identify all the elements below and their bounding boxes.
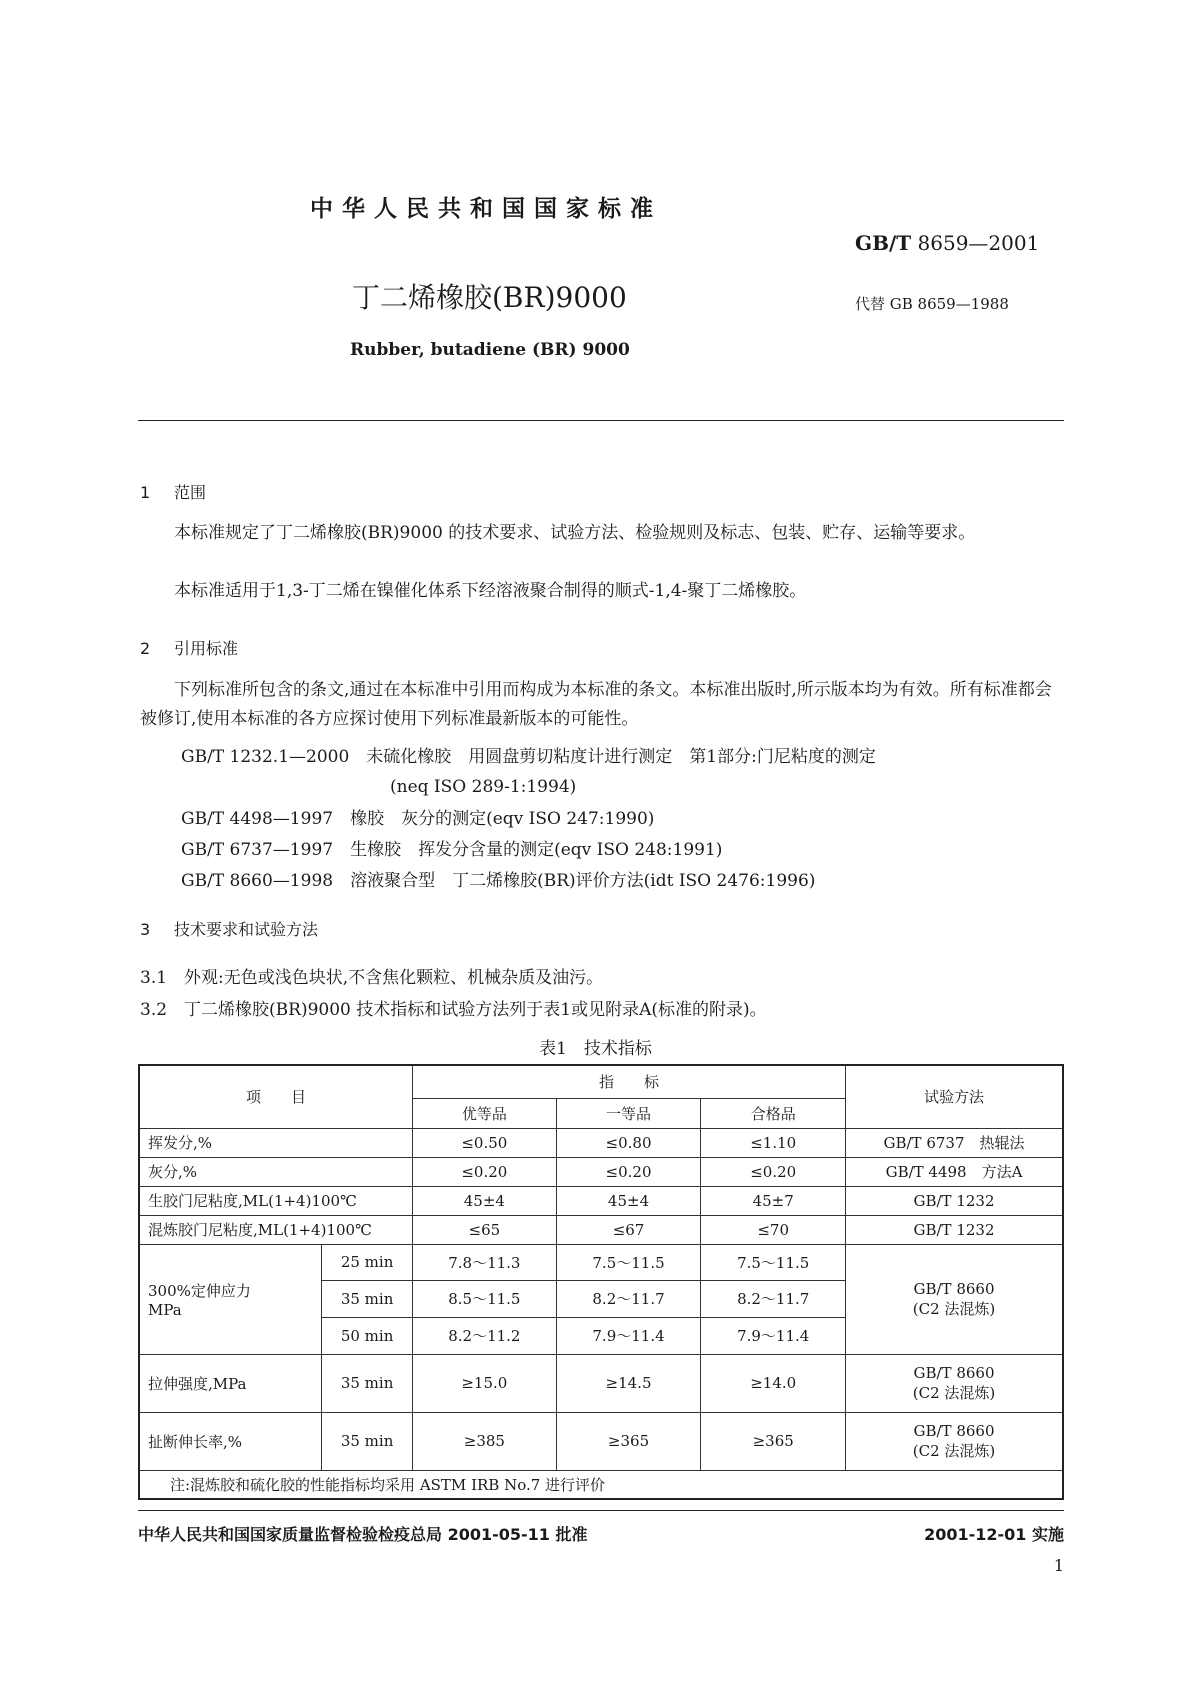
technical-specs-table <box>138 1064 1064 1500</box>
cell-value: ≤1.10 <box>701 1128 846 1157</box>
cell-value: ≥14.0 <box>701 1354 846 1412</box>
cell-method <box>846 1244 1063 1354</box>
replaces-note: 代替 GB 8659—1988 <box>855 295 1009 313</box>
cure-time: 25 min <box>322 1244 413 1280</box>
document-title: 丁二烯橡胶(BR)9000 <box>352 281 627 314</box>
header-grade: 优等品 <box>413 1098 557 1128</box>
method-line: (C2 法混炼) <box>912 1441 996 1460</box>
table-row <box>139 1354 1063 1412</box>
row-label: 扯断伸长率,% <box>139 1412 322 1470</box>
cell-value: 8.2～11.7 <box>701 1280 846 1317</box>
cell-value: 45±4 <box>556 1186 701 1215</box>
section-2-heading <box>140 636 238 659</box>
method-line: (C2 法混炼) <box>912 1299 996 1318</box>
effective-date: 2001-12-01 实施 <box>924 1525 1064 1544</box>
cell-value: ≥365 <box>556 1412 701 1470</box>
cell-value: 7.5～11.5 <box>556 1244 701 1280</box>
cure-time: 50 min <box>322 1317 413 1354</box>
cell-value: 45±7 <box>701 1186 846 1215</box>
row-label: 挥发分,% <box>139 1128 413 1157</box>
cell-value: 45±4 <box>413 1186 557 1215</box>
cell-method <box>846 1412 1063 1470</box>
cell-value: 8.2～11.2 <box>413 1317 557 1354</box>
section-number: 2 <box>140 639 151 658</box>
section-title: 技术要求和试验方法 <box>174 920 319 939</box>
cell-method: GB/T 6737 热辊法 <box>846 1128 1063 1157</box>
header-item: 项 目 <box>139 1065 413 1128</box>
header-grade: 合格品 <box>701 1098 846 1128</box>
cell-value: ≤0.50 <box>413 1128 557 1157</box>
reference-item: GB/T 6737—1997 生橡胶 挥发分含量的测定(eqv ISO 248:1991) <box>181 840 723 860</box>
header-divider <box>138 420 1064 421</box>
scope-paragraph-1: 本标准规定了丁二烯橡胶(BR)9000 的技术要求、试验方法、检验规则及标志、包装、贮存、运输等要求。 <box>174 523 976 543</box>
section-title: 引用标准 <box>174 639 239 658</box>
cell-value: ≤0.80 <box>556 1128 701 1157</box>
header-grade: 一等品 <box>556 1098 701 1128</box>
cell-value: ≥385 <box>413 1412 557 1470</box>
clause-3-1: 3.1 外观:无色或浅色块状,不含焦化颗粒、机械杂质及油污。 <box>140 968 604 988</box>
cell-value: 7.8～11.3 <box>413 1244 557 1280</box>
page-number: 1 <box>1053 1556 1064 1575</box>
row-label: 生胶门尼粘度,ML(1+4)100℃ <box>139 1186 413 1215</box>
cell-value: 8.5～11.5 <box>413 1280 557 1317</box>
section-3-heading <box>140 917 318 940</box>
cell-method: GB/T 1232 <box>846 1186 1063 1215</box>
table-row <box>139 1412 1063 1470</box>
header-method: 试验方法 <box>846 1065 1063 1128</box>
method-line: GB/T 8660 <box>913 1279 995 1298</box>
header-index: 指 标 <box>413 1065 846 1098</box>
code-number: 8659—2001 <box>917 231 1040 255</box>
stress-unit: MPa <box>148 1300 182 1319</box>
row-label: 灰分,% <box>139 1157 413 1186</box>
table-row <box>139 1128 1063 1157</box>
approval-line: 中华人民共和国国家质量监督检验检疫总局 2001-05-11 批准 <box>138 1525 588 1544</box>
cell-value: ≤0.20 <box>701 1157 846 1186</box>
reference-item: (neq ISO 289-1:1994) <box>390 777 577 797</box>
cell-value: 8.2～11.7 <box>556 1280 701 1317</box>
method-line: (C2 法混炼) <box>912 1383 996 1402</box>
cell-value: 7.9～11.4 <box>701 1317 846 1354</box>
cell-value: ≤67 <box>556 1215 701 1244</box>
national-standard-heading: 中华人民共和国国家标准 <box>310 196 662 222</box>
table-caption: 表1 技术指标 <box>539 1039 652 1059</box>
cure-time: 35 min <box>322 1412 413 1470</box>
cell-value: ≤70 <box>701 1215 846 1244</box>
reference-item: GB/T 1232.1—2000 未硫化橡胶 用圆盘剪切粘度计进行测定 第1部分:门尼粘度的测定 <box>181 747 876 767</box>
cell-value: ≤0.20 <box>556 1157 701 1186</box>
table-note: 注:混炼胶和硫化胶的性能指标均采用 ASTM IRB No.7 进行评价 <box>139 1470 1063 1499</box>
references-paragraph: 下列标准所包含的条文,通过在本标准中引用而构成为本标准的条文。本标准出版时,所示版本均为有效。所有标准都会被修订,使用本标准的各方应探讨使用下列标准最新版本的可能性。 <box>140 680 1052 729</box>
cell-method: GB/T 4498 方法A <box>846 1157 1063 1186</box>
cell-method <box>846 1354 1063 1412</box>
table-row <box>139 1186 1063 1215</box>
english-title: Rubber, butadiene (BR) 9000 <box>350 340 630 360</box>
cell-value: 7.5～11.5 <box>701 1244 846 1280</box>
table-row <box>139 1157 1063 1186</box>
cure-time: 35 min <box>322 1354 413 1412</box>
row-label-stress <box>139 1244 322 1354</box>
table-row <box>139 1215 1063 1244</box>
section-number: 3 <box>140 920 151 939</box>
reference-item: GB/T 4498—1997 橡胶 灰分的测定(eqv ISO 247:1990) <box>181 809 655 829</box>
cell-value: ≥14.5 <box>556 1354 701 1412</box>
standard-code <box>855 231 1039 255</box>
scope-paragraph-2: 本标准适用于1,3-丁二烯在镍催化体系下经溶液聚合制得的顺式-1,4-聚丁二烯橡胶。 <box>174 581 807 601</box>
clause-3-2: 3.2 丁二烯橡胶(BR)9000 技术指标和试验方法列于表1或见附录A(标准的附录)。 <box>140 1000 767 1020</box>
footer-divider <box>138 1510 1064 1511</box>
cell-value: 7.9～11.4 <box>556 1317 701 1354</box>
method-line: GB/T 8660 <box>913 1363 995 1382</box>
section-1-heading <box>140 480 206 503</box>
table-row <box>139 1244 1063 1280</box>
section-number: 1 <box>140 483 151 502</box>
code-prefix: GB/T <box>855 231 912 255</box>
cell-value: ≤65 <box>413 1215 557 1244</box>
section-title: 范围 <box>174 483 207 502</box>
cell-method: GB/T 1232 <box>846 1215 1063 1244</box>
row-label: 混炼胶门尼粘度,ML(1+4)100℃ <box>139 1215 413 1244</box>
reference-item: GB/T 8660—1998 溶液聚合型 丁二烯橡胶(BR)评价方法(idt ISO 2476:1996) <box>181 871 816 891</box>
cure-time: 35 min <box>322 1280 413 1317</box>
row-label: 拉伸强度,MPa <box>139 1354 322 1412</box>
stress-label: 300%定伸应力 <box>148 1281 251 1300</box>
method-line: GB/T 8660 <box>913 1421 995 1440</box>
cell-value: ≥365 <box>701 1412 846 1470</box>
cell-value: ≥15.0 <box>413 1354 557 1412</box>
cell-value: ≤0.20 <box>413 1157 557 1186</box>
